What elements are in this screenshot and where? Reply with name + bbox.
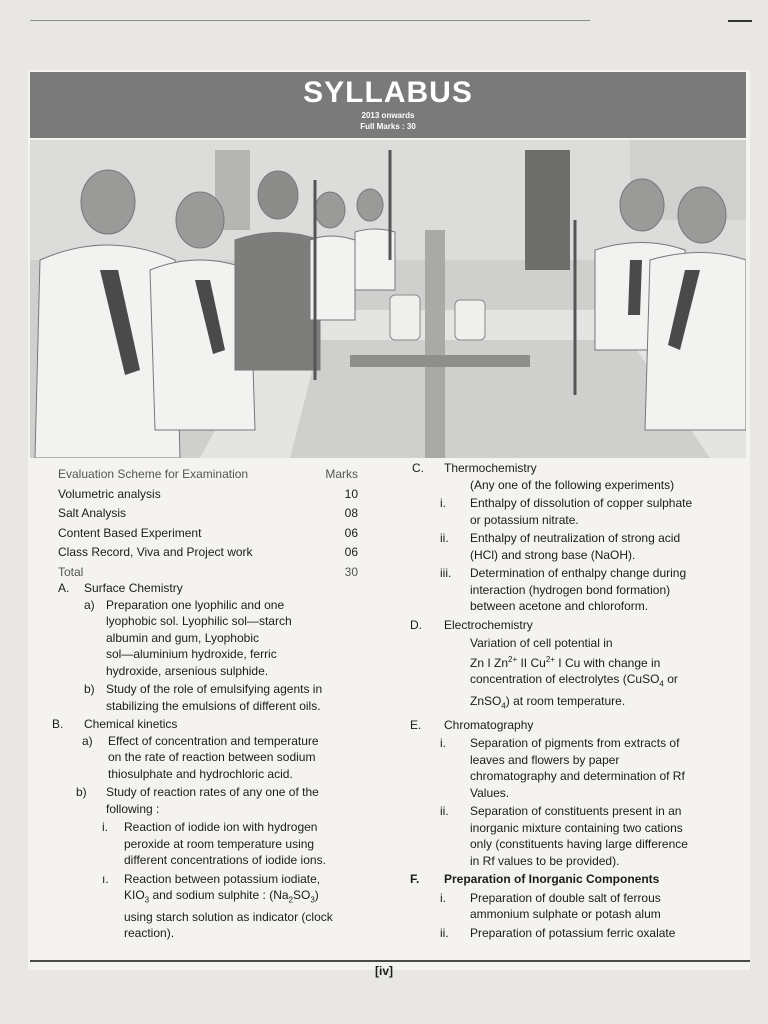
item-text: following : — [106, 801, 160, 816]
item-text: thiosulphate and hydrochloric acid. — [108, 766, 293, 781]
section-d-body — [470, 635, 754, 715]
top-rule-mark — [728, 20, 752, 22]
formula-superscript: 2+ — [545, 654, 555, 664]
item-text: Variation of cell potential in — [470, 636, 613, 650]
formula-text: or — [663, 672, 678, 686]
formula-text: and sodium sulphite : (Na — [149, 888, 289, 902]
list-item — [440, 735, 754, 801]
section-title: Preparation of Inorganic Components — [444, 872, 660, 887]
list-item — [440, 495, 754, 528]
section-label: B. — [52, 717, 64, 731]
item-text: in Rf values to be provided). — [470, 853, 620, 868]
item-text: chromatography and determination of Rf — [470, 769, 685, 784]
item-label: a) — [82, 733, 93, 748]
section-c-heading — [412, 460, 754, 477]
list-item — [102, 871, 374, 942]
item-text — [470, 652, 754, 672]
footer-rule — [30, 960, 750, 962]
evaluation-marks: 08 — [344, 506, 358, 520]
item-text: Study of the role of emulsifying agents in — [106, 682, 323, 696]
formula-text: KIO — [124, 888, 145, 902]
item-label: i. — [440, 736, 446, 751]
marks-heading: Marks — [325, 467, 358, 481]
evaluation-item: Salt Analysis — [58, 506, 127, 520]
item-text: Enthalpy of dissolution of copper sulphate — [470, 496, 693, 510]
formula-subscript: 4 — [659, 679, 664, 689]
section-e-heading — [410, 717, 754, 734]
section-label: E. — [410, 717, 422, 732]
evaluation-marks: 06 — [344, 545, 358, 559]
item-text — [470, 671, 754, 693]
item-text: sol—aluminium hydroxide, ferric — [106, 647, 277, 661]
list-item — [440, 890, 754, 923]
item-text: ammonium sulphate or potash alum — [470, 907, 661, 922]
page-number: [iv] — [375, 964, 393, 978]
evaluation-row — [58, 486, 358, 503]
item-text: or potassium nitrate. — [470, 512, 579, 527]
item-text — [124, 887, 374, 909]
item-text: Determination of enthalpy change during — [470, 566, 687, 580]
evaluation-item: Class Record, Viva and Project work — [58, 545, 253, 559]
item-label: b) — [84, 682, 95, 696]
evaluation-header — [58, 466, 358, 483]
formula-subscript: 3 — [144, 895, 150, 905]
section-title: Thermochemistry — [444, 461, 537, 475]
item-text: between acetone and chloroform. — [470, 599, 649, 613]
formula-subscript: 2 — [288, 895, 293, 905]
section-title: Electrochemistry — [444, 617, 533, 632]
item-text — [470, 693, 754, 715]
item-text: on the rate of reaction between sodium — [108, 750, 316, 764]
formula-text: ) at room temperature. — [505, 693, 626, 708]
evaluation-row — [58, 544, 358, 561]
list-item — [440, 803, 754, 869]
section-d-heading — [410, 617, 754, 634]
section-label: A. — [58, 581, 70, 595]
evaluation-item: Volumetric analysis — [58, 486, 161, 501]
item-text: inorganic mixture containing two cations — [470, 820, 683, 835]
item-text: different concentrations of iodide ions. — [124, 853, 326, 867]
list-item — [440, 925, 754, 942]
banner-title: SYLLABUS — [303, 76, 473, 109]
formula-text: SO — [292, 888, 311, 902]
item-label: ii. — [440, 531, 449, 545]
list-item — [84, 681, 374, 714]
section-b-heading — [52, 716, 374, 733]
syllabus-banner — [30, 72, 746, 138]
list-item — [440, 530, 754, 563]
right-column — [404, 460, 754, 941]
left-column — [44, 466, 374, 942]
item-text: interaction (hydrogen bond formation) — [470, 582, 671, 597]
item-text: hydroxide, arsenious sulphide. — [106, 663, 269, 678]
formula-superscript: 2+ — [508, 654, 518, 664]
item-label: a) — [84, 597, 95, 612]
formula-text: ZnSO — [470, 693, 502, 708]
formula-text: I Cu with change in — [554, 655, 661, 670]
item-text: Reaction between potassium iodiate, — [124, 871, 321, 886]
evaluation-row — [58, 505, 358, 522]
formula-text: Zn I Zn — [470, 655, 509, 670]
item-label: iii. — [440, 566, 452, 580]
item-text: Values. — [470, 785, 510, 800]
top-rule — [30, 20, 590, 21]
list-item — [76, 784, 374, 817]
evaluation-heading: Evaluation Scheme for Examination — [58, 467, 249, 481]
section-label: F. — [410, 872, 420, 887]
evaluation-row — [58, 525, 358, 542]
item-label: i. — [102, 820, 108, 834]
item-text: Effect of concentration and temperature — [108, 733, 319, 748]
formula-subscript: 3 — [310, 895, 315, 905]
item-text: Reaction of iodide ion with hydrogen — [124, 820, 318, 834]
evaluation-marks: 06 — [344, 525, 358, 540]
item-label: b) — [76, 785, 87, 799]
list-item — [84, 597, 374, 680]
section-title: Chromatography — [444, 717, 534, 732]
item-label: i. — [440, 496, 446, 510]
list-item — [440, 565, 754, 615]
evaluation-total-label: Total — [58, 564, 84, 579]
item-text: Study of reaction rates of any one of the — [106, 785, 319, 799]
evaluation-marks: 10 — [344, 486, 358, 501]
section-label: D. — [410, 617, 422, 632]
section-a-heading — [58, 580, 374, 597]
item-text: peroxide at room temperature using — [124, 836, 315, 851]
list-item — [82, 733, 374, 783]
item-text: stabilizing the emulsions of different oils. — [106, 698, 321, 713]
item-text: Separation of constituents present in an — [470, 804, 682, 819]
item-text: only (constituents having large difference — [470, 837, 688, 852]
item-text: (HCl) and strong base (NaOH). — [470, 547, 636, 562]
item-text: Preparation of double salt of ferrous — [470, 890, 661, 905]
item-text: lyophobic sol. Lyophilic sol—starch — [106, 614, 292, 628]
item-label: ı. — [102, 871, 109, 886]
evaluation-total-row — [58, 564, 358, 581]
item-label: ii. — [440, 804, 449, 819]
formula-subscript: 4 — [501, 701, 506, 711]
item-label: ii. — [440, 925, 449, 940]
list-item — [102, 819, 374, 869]
item-text: albumin and gum, Lyophobic — [106, 630, 259, 645]
banner-full-marks: Full Marks : 30 — [360, 122, 416, 131]
item-text: Preparation of potassium ferric oxalate — [470, 925, 676, 940]
formula-text: concentration of electrolytes (CuSO — [470, 672, 660, 686]
item-text: Preparation one lyophilic and one — [106, 597, 285, 612]
banner-year: 2013 onwards — [361, 111, 415, 120]
section-label: C. — [412, 461, 424, 475]
item-text: reaction). — [124, 926, 175, 941]
evaluation-item: Content Based Experiment — [58, 525, 202, 540]
formula-text: ) — [314, 888, 319, 902]
item-label: i. — [440, 890, 446, 905]
item-text: leaves and flowers by paper — [470, 752, 620, 767]
section-note: (Any one of the following experiments) — [470, 477, 675, 492]
lab-photo — [30, 140, 746, 458]
item-text: Enthalpy of neutralization of strong acid — [470, 531, 681, 545]
formula-text: II Cu — [517, 655, 546, 670]
item-text: Separation of pigments from extracts of — [470, 736, 680, 751]
evaluation-total-marks: 30 — [344, 564, 358, 579]
item-text: using starch solution as indicator (clock — [124, 909, 333, 924]
section-f-heading — [410, 871, 754, 888]
section-title: Surface Chemistry — [84, 581, 183, 595]
section-title: Chemical kinetics — [84, 717, 178, 731]
